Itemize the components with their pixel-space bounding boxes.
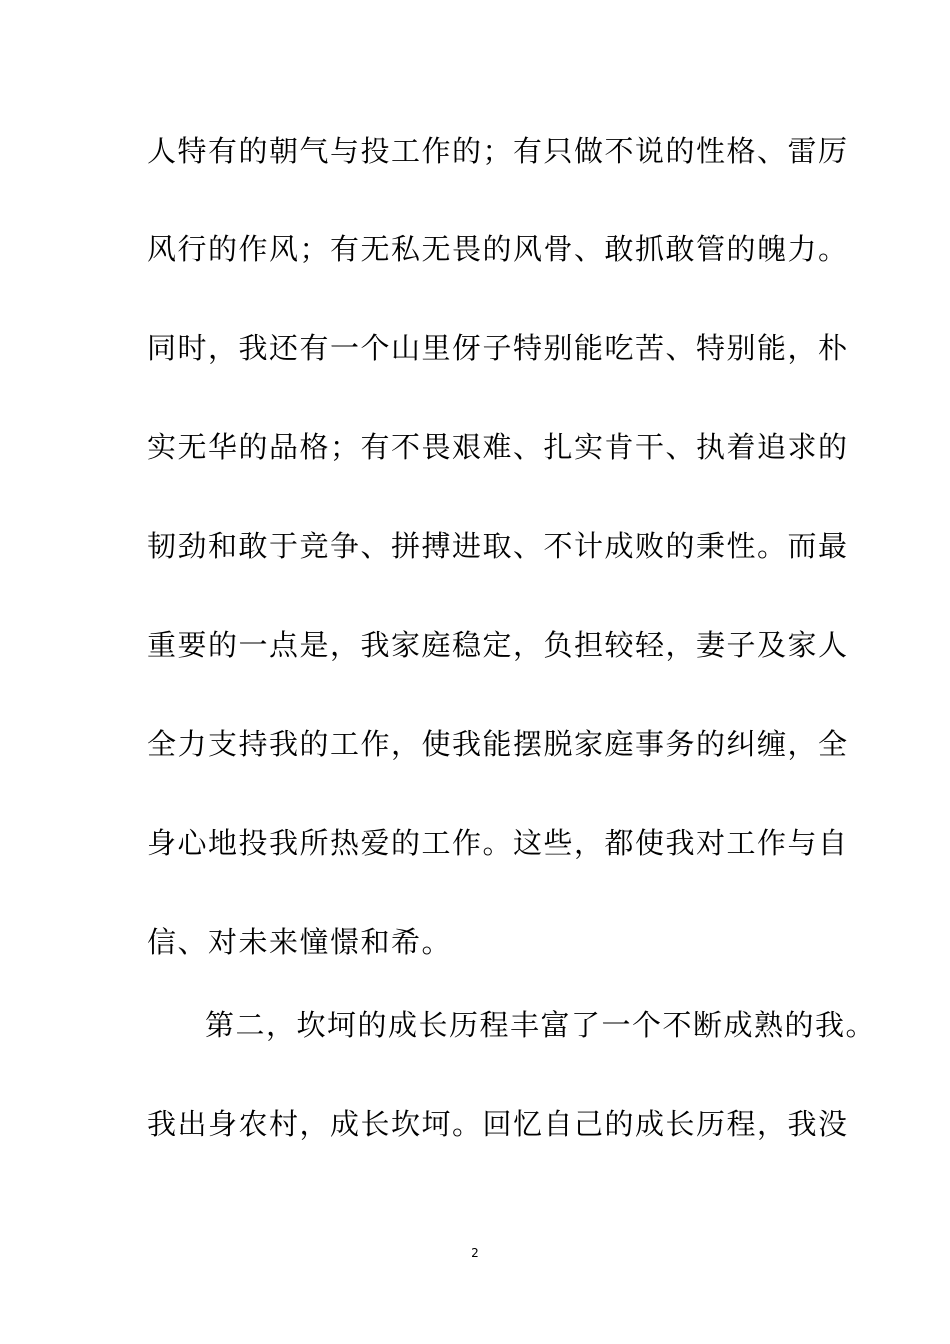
text-line-5: 韧劲和敢于竞争、拼搏进取、不计成败的秉性。而最 [147, 529, 849, 563]
text-line-3: 同时，我还有一个山里伢子特别能吃苦、特别能，朴 [147, 331, 849, 365]
text-line-7: 全力支持我的工作，使我能摆脱家庭事务的纠缠，全 [147, 727, 849, 761]
text-line-1: 人特有的朝气与投工作的；有只做不说的性格、雷厉 [147, 134, 849, 168]
text-line-11: 我出身农村，成长坎坷。回忆自己的成长历程，我没 [147, 1107, 849, 1141]
paragraph-start-line: 第二，坎坷的成长历程丰富了一个不断成熟的我。 [205, 1008, 877, 1042]
text-line-6: 重要的一点是，我家庭稳定，负担较轻，妻子及家人 [147, 628, 849, 662]
text-line-9: 信、对未来憧憬和希。 [147, 925, 453, 959]
text-line-4: 实无华的品格；有不畏艰难、扎实肯干、执着追求的 [147, 430, 849, 464]
text-line-2: 风行的作风；有无私无畏的风骨、敢抓敢管的魄力。 [147, 232, 849, 266]
text-line-8: 身心地投我所热爱的工作。这些，都使我对工作与自 [147, 826, 849, 860]
page-number: 2 [471, 1246, 479, 1260]
